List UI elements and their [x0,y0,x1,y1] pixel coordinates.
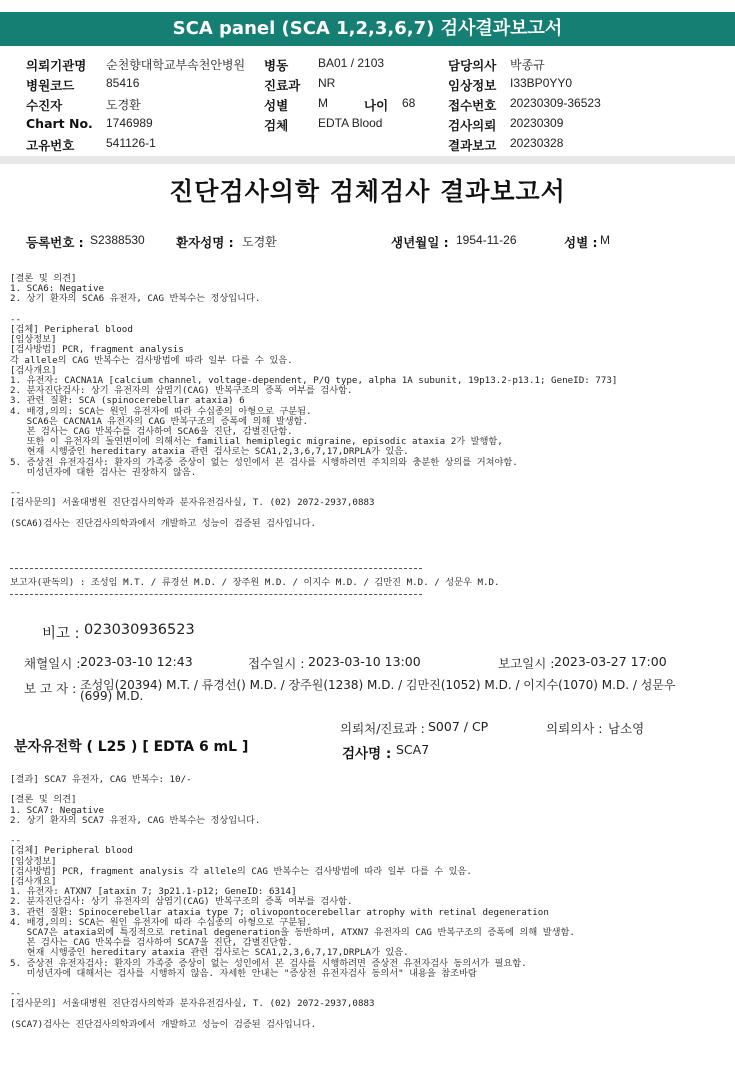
registration-row [0,233,735,251]
report-line: 또한 이 유전자의 돌연변이에 의해서는 familial hemiplegic migraine, episodic ataxia 2가 발행함, [10,436,503,448]
sex-label: 성별 : [564,235,598,250]
doctor-value: 남소영 [608,721,645,736]
info-label: 결과보고 [448,138,497,153]
test-name-label: 검사명 : [342,746,392,762]
info-label: Chart No. [26,116,93,131]
dob-value: 1954-11-26 [456,233,517,247]
report-line: SCA6은 CACNA1A 유전자의 CAG 반복구조의 증폭에 의해 발생함. [10,415,309,427]
report-line: [결론 및 의견] [10,273,77,284]
info-value: 박종규 [510,58,545,72]
report-header-title: SCA panel (SCA 1,2,3,6,7) 검사결과보고서 [172,18,563,39]
test-name-value: SCA7 [396,742,430,757]
info-row [0,136,735,154]
section-divider [0,156,735,164]
report-line: 본 검사는 CAG 반복수를 검사하여 SCA7을 진단, 감별진단함. [10,937,293,949]
report-header-bar [0,12,735,46]
reporter-line: 조성임(20394) M.T. / 류경선() M.D. / 장주원(1238) M.D. / 김만진(1052) M.D. / 이지수(1070) M.D. / 성문우 [80,678,676,692]
doctor-label: 의뢰의사 : [546,721,603,736]
info-value: 541126-1 [106,136,156,150]
report-line: (SCA6)검사는 진단검사의학과에서 개발하고 성능이 검증된 검사입니다. [10,517,317,529]
report-line: 현재 시행중인 hereditary ataxia 관련 검사로는 SCA1,2,3,6,7,17,DRPLA가 있음. [10,446,409,458]
report-time-value: 2023-03-27 17:00 [554,654,667,669]
report-line: 3. 관련 질환: SCA (spinocerebellar ataxia) 6 [10,395,245,407]
report-line: [검사방법] PCR, fragment analysis [10,344,184,356]
report-line: [검체] Peripheral blood [10,845,133,857]
report-line: -- [10,487,22,499]
sca7-report-text [10,775,575,1030]
info-value: 20230328 [510,136,564,150]
info-value: 1746989 [106,116,153,130]
report-line: [검사문의] 서울대병원 진단검사의학과 분자유전검사실, T. (02) 2072-2937,0883 [10,998,375,1010]
report-line: 현재 시행중인 hereditary ataxia 관련 검사로는 SCA1,2,3,6,7,17,DRPLA가 있음. [10,947,409,959]
report-line: 2. 상기 환자의 SCA6 유전자, CAG 반복수는 정상입니다. [10,293,261,305]
note-label: 비고 : [42,626,80,642]
receive-value: 2023-03-10 13:00 [308,654,421,669]
info-row [0,76,735,94]
reporter-line: (699) M.D. [80,689,144,703]
info-label: 검체 [264,118,289,133]
patient-info-panel [0,52,735,152]
patient-name-value: 도경환 [242,235,277,249]
age-value: 68 [402,96,416,110]
sca6-report-text [10,274,617,529]
info-value: 도경환 [106,98,141,112]
report-line: 5. 증상전 유전자검사: 환자의 가족중 증상이 없는 성인에서 본 검사를 시행하려면 증상전 유전자검사 동의서가 필요함. [10,957,527,969]
report-line: 4. 배경,의의: SCA는 원인 유전자에 따라 수십종의 아형으로 구분됨. [10,405,312,417]
report-line: 5. 증상전 유전자검사: 환자의 가족중 증상이 없는 성인에서 본 검사를 시행하려면 주치의와 충분한 상의를 거쳐야함. [10,456,518,468]
section-title: 분자유전학 ( L25 ) [ EDTA 6 mL ] [14,739,249,755]
report-line: [임상정보] [10,855,57,867]
info-label: 성별 [264,98,289,113]
info-label: 담당의사 [448,58,497,73]
info-label: 수진자 [26,98,63,113]
info-label: 고유번호 [26,138,75,153]
report-line: 1. SCA6: Negative [10,283,105,295]
info-row [0,56,735,74]
info-row [0,116,735,134]
info-label: 접수번호 [448,98,497,113]
dept-label: 의뢰처/진료과 : [340,721,425,736]
report-line [10,785,575,795]
report-line [10,826,575,836]
report-line: -- [10,988,22,1000]
collect-label: 채혈일시 : [24,656,81,671]
report-line: 2. 분자진단검사: 상기 유전자의 삼염기(CAG) 반복구조의 증폭 여부를 검사함. [10,385,353,397]
info-value: M [318,96,328,110]
info-label: 임상정보 [448,78,497,93]
report-line: [검사문의] 서울대병원 진단검사의학과 분자유전검사실, T. (02) 2072-2937,0883 [10,497,375,509]
report-line: 1. SCA7: Negative [10,804,105,816]
info-value: BA01 / 2103 [318,56,385,70]
info-value: 순천향대학교부속천안병원 [106,58,246,72]
report-line: 4. 배경,의의: SCA는 원인 유전자에 따라 수십종의 아형으로 구분됨. [10,916,312,928]
report-line: -- [10,835,22,847]
receive-label: 접수일시 : [248,656,305,671]
patient-name-label: 환자성명 : [176,235,234,250]
info-row [0,96,735,114]
report-time-label: 보고일시 : [498,656,555,671]
sex-value: M [600,233,610,247]
report-line: SCA7은 ataxia외에 특징적으로 retinal degeneration을 동반하며, ATXN7 유전자의 CAG 반복구조의 증폭에 의해 발생함. [10,927,575,939]
report-line: 미성년자에 대해서는 검사를 시행하지 않음. 자세한 안내는 "증상전 유전자검사 동의서" 내용을 참조바람 [10,967,477,979]
info-value: I33BP0YY0 [510,76,573,90]
report-line [10,305,617,315]
report-line: [검사개요] [10,364,57,376]
report-line: [임상정보] [10,334,57,346]
reg-value: S2388530 [90,233,145,247]
report-line: 1. 유전자: CACNA1A [calcium channel, voltage-dependent, P/Q type, alpha 1A subunit, 19p13.2-p13.1; GeneID: 773] [10,375,618,387]
dashed-divider [10,594,422,595]
report-line [10,979,575,989]
info-value: 85416 [106,76,140,90]
report-line: (SCA7)검사는 진단검사의학과에서 개발하고 성능이 검증된 검사입니다. [10,1018,317,1030]
sca6-reporters: 보고자(판독의) : 조성임 M.T. / 류경선 M.D. / 장주원 M.D. / 이지수 M.D. / 김만진 M.D. / 성문우 M.D. [10,577,500,588]
info-value: 20230309-36523 [510,96,601,110]
info-value: NR [318,76,336,90]
info-value: 20230309 [510,116,564,130]
note-value: 023030936523 [84,622,195,638]
dashed-divider [10,568,422,569]
info-label: 의뢰기관명 [26,58,87,73]
report-line: -- [10,313,22,325]
dob-label: 생년월일 : [391,235,449,250]
report-line: [검체] Peripheral blood [10,324,133,336]
reg-label: 등록번호 : [26,235,84,250]
info-label: 병원코드 [26,78,75,93]
info-value: EDTA Blood [318,116,383,130]
report-line: 2. 분자진단검사: 상기 유전자의 삼염기(CAG) 반복구조의 증폭 여부를 검사함. [10,896,353,908]
report-line: 각 allele의 CAG 반복수는 검사방법에 따라 일부 다를 수 있음. [10,354,293,366]
report-line: [결론 및 의견] [10,794,77,806]
report-line: [검사방법] PCR, fragment analysis 각 allele의 CAG 반복수는 검사방법에 따라 일부 다를 수 있음. [10,865,472,877]
report-line: 3. 관련 질환: Spinocerebellar ataxia type 7; olivopontocerebellar atrophy with retinal degeneration [10,906,549,918]
report-line: [검사개요] [10,876,57,888]
info-label: 병동 [264,58,289,73]
report-line: 2. 상기 환자의 SCA7 유전자, CAG 반복수는 정상입니다. [10,814,261,826]
reporter-label: 보 고 자 : [24,681,77,696]
info-label: 진료과 [264,78,301,93]
report-line: [결과] SCA7 유전자, CAG 반복수: 10/- [10,774,192,785]
report-line: 미성년자에 대한 검사는 권장하지 않음. [10,466,197,478]
dept-value: S007 / CP [428,719,489,734]
report-title: 진단검사의학 검체검사 결과보고서 [169,177,566,206]
report-line: 본 검사는 CAG 반복수를 검사하여 SCA6을 진단, 감별진단함. [10,426,293,438]
info-label: 검사의뢰 [448,118,497,133]
collect-value: 2023-03-10 12:43 [80,654,193,669]
age-label: 나이 [364,98,389,113]
report-line: 1. 유전자: ATXN7 [ataxin 7; 3p21.1-p12; GeneID: 6314] [10,886,297,898]
report-line [10,478,617,488]
